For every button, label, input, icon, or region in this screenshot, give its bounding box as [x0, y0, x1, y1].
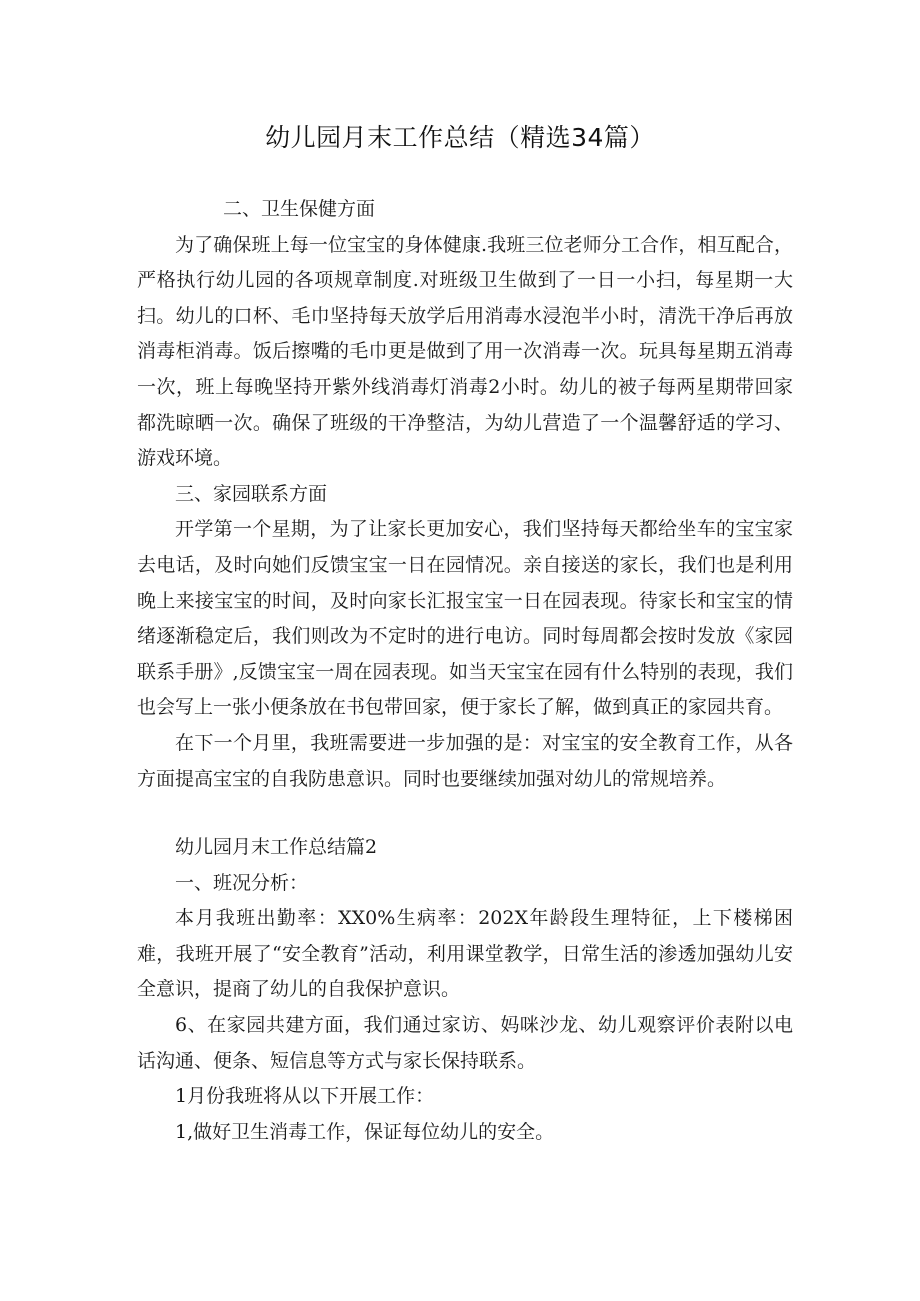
section-heading-home-contact: 三、家园联系方面	[175, 482, 328, 505]
article-2-heading: 幼儿园月末工作总结篇2	[175, 836, 378, 859]
list-item-1: 1,做好卫生消毒工作，保证每位幼儿的安全。	[175, 1120, 555, 1143]
paragraph-attendance: 本月我班出勤率：XX0%生病率：202X年龄段生理特征，上下楼梯困难，我班开展了“安全教育”活动，利用课堂教学，日常生活的渗透加强幼儿安全意识，提商了幼儿的自我保护意识。	[137, 907, 793, 1001]
paragraph-home-contact: 开学第一个星期，为了让家长更加安心，我们坚持每天都给坐车的宝宝家去电话，及时向她们反馈宝宝一日在园情况。亲自接送的家长，我们也是利用晚上来接宝宝的时间，及时向家长汇报宝宝一日在园表现。待家长和宝宝的情绪逐渐稳定后，我们则改为不定时的进行电访。同时每周都会按时发放《家园联系手册》,反馈宝宝一周在园表现。如当天宝宝在园有什么特别的表现，我们也会写上一张小便条放在书包带回家，便于家长了解，做到真正的家园共育。	[137, 518, 793, 719]
document-title: 幼儿园月末工作总结（精选34篇）	[265, 123, 655, 152]
section-heading-hygiene: 二、卫生保健方面	[223, 198, 376, 220]
paragraph-next-month: 在下一个月里，我班需要进一步加强的是：对宝宝的安全教育工作，从各方面提高宝宝的自我防患意识。同时也要继续加强对幼儿的常规培养。	[137, 731, 793, 790]
paragraph-hygiene: 为了确保班上每一位宝宝的身体健康.我班三位老师分工合作，相互配合，严格执行幼儿园的各项规章制度.对班级卫生做到了一日一小扫，每星期一大扫。幼儿的口杯、毛巾坚持每天放学后用消毒水浸泡半小时，清洗干净后再放消毒柜消毒。饭后擦嘴的毛巾更是做到了用一次消毒一次。玩具每星期五消毒一次，班上每晚坚持开紫外线消毒灯消毒2小时。幼儿的被子每两星期带回家都洗晾晒一次。确保了班级的干净整洁，为幼儿营造了一个温馨舒适的学习、游戏环境。	[137, 233, 793, 470]
paragraph-january-plan: 1月份我班将从以下开展工作：	[175, 1085, 435, 1108]
document-body	[137, 192, 793, 1150]
section-heading-class-analysis: 一、班况分析：	[175, 871, 309, 894]
section-gap	[137, 797, 793, 830]
paragraph-home-building: 6、在家园共建方面，我们通过家访、妈咪沙龙、幼儿观察评价表附以电话沟通、便条、短信息等方式与家长保持联系。	[137, 1014, 793, 1072]
